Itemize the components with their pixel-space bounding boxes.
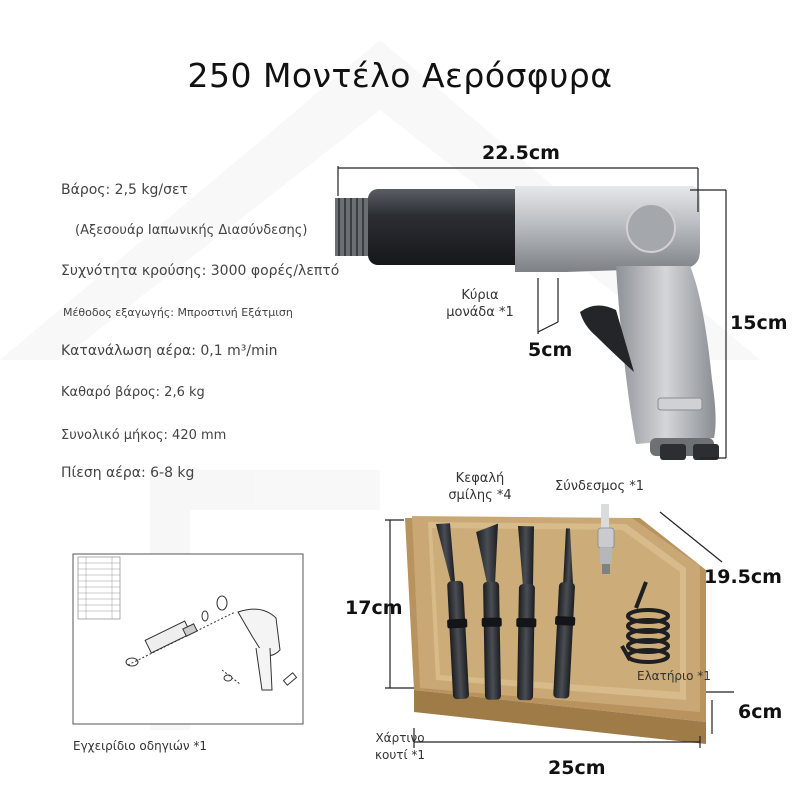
label-spring: Ελατήριο *1 <box>637 669 711 683</box>
label-box <box>365 730 435 764</box>
dimension-tool-length: 22.5cm <box>482 142 560 164</box>
spec-net-weight: Καθαρό βάρος: 2,6 kg <box>61 385 205 400</box>
spec-impact-frequency: Συχνότητα κρούσης: 3000 φορές/λεπτό <box>61 263 340 279</box>
instruction-manual-image <box>73 554 303 724</box>
label-manual: Εγχειρίδιο οδηγιών *1 <box>73 739 208 753</box>
spec-air-pressure: Πίεση αέρα: 6-8 kg <box>61 465 195 481</box>
connector-part <box>598 504 614 574</box>
label-main-unit-line1: Κύρια <box>461 288 499 303</box>
dimension-tool-height: 15cm <box>730 312 788 334</box>
dimension-box-width: 25cm <box>548 757 606 779</box>
label-box-line1: Χάρτινο <box>375 731 425 745</box>
label-chisel-head-line1: Κεφαλή <box>455 471 505 486</box>
page-title: 250 Μοντέλο Αερόσφυρα <box>187 56 613 95</box>
label-box-line2: κουτί *1 <box>374 748 426 762</box>
label-chisel-head <box>440 470 520 504</box>
air-hammer-image <box>335 186 719 460</box>
spec-air-consumption: Κατανάλωση αέρα: 0,1 m³/min <box>61 343 278 359</box>
label-main-unit-line2: μονάδα *1 <box>446 305 514 320</box>
spec-exhaust-method: Μέθοδος εξαγωγής: Μπροστινή Εξάτμιση <box>63 306 293 319</box>
label-connector: Σύνδεσμος *1 <box>555 479 644 494</box>
dimension-box-depth: 19.5cm <box>704 566 782 588</box>
dimension-box-inner-height: 17cm <box>345 597 403 619</box>
spec-total-length: Συνολικό μήκος: 420 mm <box>61 428 227 443</box>
spec-accessory-note: (Αξεσουάρ Ιαπωνικής Διασύνδεσης) <box>75 223 308 238</box>
dimension-box-height: 6cm <box>738 701 783 723</box>
dimension-handle-width: 5cm <box>528 339 573 361</box>
spec-weight: Βάρος: 2,5 kg/σετ <box>61 182 188 198</box>
label-main-unit <box>440 287 520 321</box>
label-chisel-head-line2: σμίλης *4 <box>448 488 512 503</box>
parts-box-image <box>405 504 706 744</box>
